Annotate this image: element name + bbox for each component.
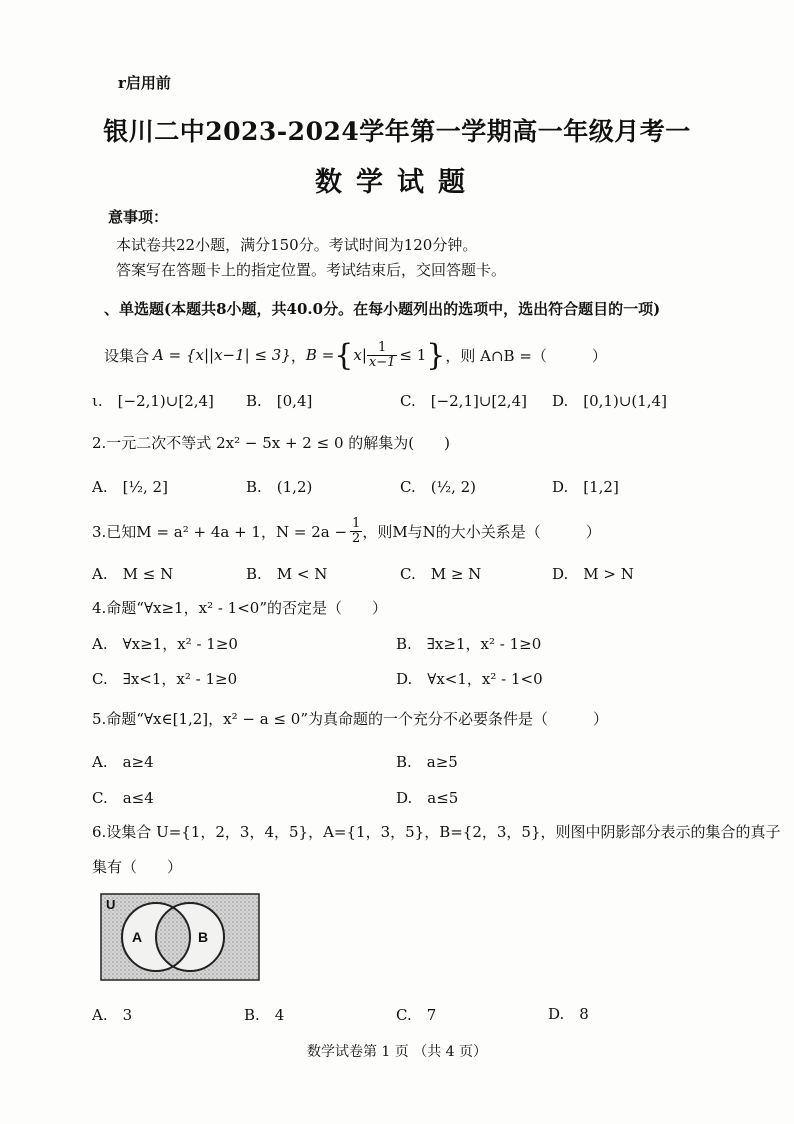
q2-option-d: D. [1,2] [552,478,619,496]
q1-prefix: 设集合 [104,346,150,365]
q6-option-a: A. 3 [92,1006,133,1024]
left-brace-icon: { [334,337,354,373]
q1-set-b-tail: ≤ 1 [399,346,427,364]
q5-option-c: C. a≤4 [92,789,154,807]
q5-option-d: D. a≤5 [396,789,459,807]
q6-option-b: B. 4 [244,1006,285,1024]
q2-option-a: A. [½, 2] [92,478,168,496]
q3-option-a: A. M ≤ N [92,565,174,583]
q1-option-a: ι. [−2,1)∪[2,4] [92,392,214,410]
venn-label-a: A [132,929,143,945]
q3-option-d: D. M > N [552,565,634,583]
notes-heading: 意事项： [108,208,169,226]
q1-fraction [367,341,398,370]
q1-set-b-head: B = [305,346,335,364]
q3-option-c: C. M ≥ N [400,565,482,583]
q1-set-a: A = {x||x−1| ≤ 3} [153,346,291,364]
q4-option-a: A. ∀x≥1，x² - 1≥0 [92,635,238,653]
q6-option-d: D. 8 [548,1005,589,1023]
q1-option-d: D. [0,1)∪(1,4] [552,392,667,410]
exam-title: 银川二中2023-2024学年第一学期高一年级月考一 [103,117,691,146]
q3-frac-den: 2 [352,530,361,546]
question-1-stem [104,334,607,376]
q3-option-b: B. M < N [246,565,328,583]
venn-label-u: U [106,897,116,912]
question-2-stem: 2.一元二次不等式 2x² − 5x + 2 ≤ 0 的解集为( ) [92,434,450,452]
q3-fraction [350,517,362,546]
question-5-stem: 5.命题“∀x∈[1,2]，x² − a ≤ 0”为真命题的一个充分不必要条件是（ ） [92,710,608,728]
question-6-stem-line-1: 6.设集合 U={1，2，3，4，5}，A={1，3，5}，B={2，3，5}，则图中阴影部分表示的集合的真子 [92,823,781,841]
q3-stem-b: ，则M与N的大小关系是（ ） [362,522,601,541]
question-4-stem: 4.命题“∀x≥1，x² - 1<0”的否定是（ ） [92,599,388,617]
q4-option-d: D. ∀x<1，x² - 1<0 [396,670,543,688]
q1-frac-den: x−1 [368,354,396,370]
venn-label-b: B [198,929,209,945]
venn-diagram-svg [100,893,260,981]
q1-suffix: ，则 A∩B =（ ） [445,346,607,365]
venn-diagram [100,893,260,981]
notes-line-1: 本试卷共22小题，满分150分。考试时间为120分钟。 [116,236,478,254]
q1-separator: ， [290,346,306,365]
q1-set-b-x: x| [353,346,367,364]
question-3-stem [92,514,601,548]
q1-frac-num: 1 [367,341,398,356]
q6-option-c: C. 7 [396,1006,437,1024]
notes-line-2: 答案写在答题卡上的指定位置。考试结束后，交回答题卡。 [116,261,507,279]
q2-option-b: B. (1,2) [246,478,313,496]
q3-frac-num: 1 [352,515,361,531]
q1-option-b: B. [0,4] [246,392,313,410]
q5-option-a: A. a≥4 [92,753,154,771]
q2-option-c: C. (½, 2) [400,478,477,496]
q1-option-c: C. [−2,1]∪[2,4] [400,392,527,410]
q5-option-b: B. a≥5 [396,753,458,771]
q3-stem-a: 3.已知M = a² + 4a + 1，N = 2a − [92,522,348,541]
right-brace-icon: } [426,337,446,373]
q4-option-c: C. ∃x<1，x² - 1≥0 [92,670,238,688]
question-6-stem-line-2: 集有（ ） [92,858,183,876]
q4-option-b: B. ∃x≥1，x² - 1≥0 [396,635,542,653]
exam-subtitle: 数学试题 [315,167,479,198]
section-heading: 、单选题(本题共8小题，共40.0分。在每小题列出的选项中，选出符合题目的一项) [104,300,661,318]
confidential-mark: r启用前 [118,74,171,92]
page-footer: 数学试卷第 1 页 （共 4 页） [306,1044,488,1060]
